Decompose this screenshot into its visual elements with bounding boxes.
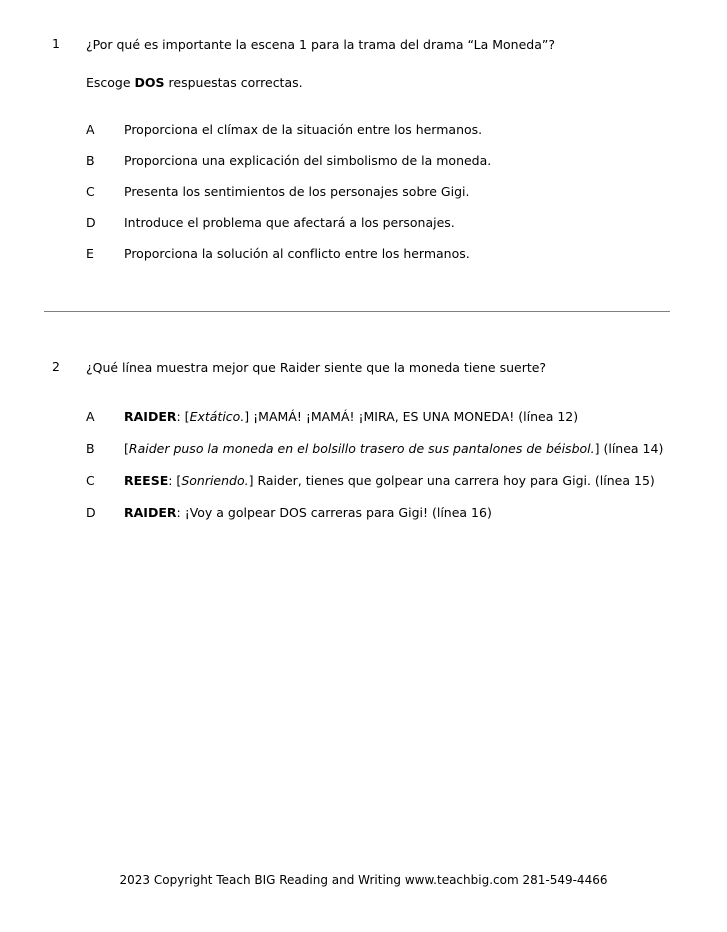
question-1-options <box>0 120 727 264</box>
option-d[interactable] <box>0 503 727 523</box>
question-2-stem-row <box>0 357 727 378</box>
option-letter: A <box>86 122 95 137</box>
dialogue-text: ] ¡MAMÁ! ¡MAMÁ! ¡MIRA, ES UNA MONEDA! (línea 12) <box>244 409 579 424</box>
dialogue-text: (línea 14) <box>599 441 664 456</box>
option-c[interactable] <box>0 182 727 202</box>
question-2-options <box>0 407 727 523</box>
speaker-name: RAIDER <box>124 505 177 520</box>
question-2-number: 2 <box>52 359 60 374</box>
option-letter: E <box>86 246 94 261</box>
question-1-instruction <box>0 73 727 93</box>
option-d[interactable] <box>0 213 727 233</box>
dialogue-text: ¡Voy a golpear DOS carreras para Gigi! (línea 16) <box>184 505 492 520</box>
option-text <box>124 471 685 491</box>
question-1-number: 1 <box>52 36 60 51</box>
option-letter: D <box>86 505 96 520</box>
open-bracket: [ <box>124 441 129 456</box>
question-2-block <box>0 357 727 535</box>
stage-direction: Sonriendo. <box>181 473 249 488</box>
option-letter: A <box>86 409 95 424</box>
instruction-text-after: respuestas correctas. <box>164 75 303 90</box>
option-c[interactable] <box>0 471 727 491</box>
speaker-name: RAIDER <box>124 409 177 424</box>
stage-direction: Raider puso la moneda en el bolsillo trasero de sus pantalones de béisbol. <box>128 441 595 456</box>
option-text <box>124 439 685 459</box>
option-text: Proporciona una explicación del simbolismo de la moneda. <box>124 153 492 168</box>
question-1-block <box>0 34 727 275</box>
option-letter: B <box>86 153 95 168</box>
option-text: Proporciona el clímax de la situación entre los hermanos. <box>124 122 483 137</box>
option-text <box>124 407 685 427</box>
option-letter: D <box>86 215 96 230</box>
option-letter: C <box>86 184 95 199</box>
dialogue-text: ] Raider, tienes que golpear una carrera hoy para Gigi. (línea 15) <box>248 473 655 488</box>
question-1-stem-row <box>0 34 727 55</box>
option-b[interactable] <box>0 151 727 171</box>
option-letter: B <box>86 441 95 456</box>
page-footer <box>0 871 727 889</box>
close-bracket: ] <box>594 441 600 456</box>
section-divider <box>44 311 670 312</box>
stage-direction: Extático. <box>189 409 245 424</box>
speaker-separator: : <box>176 505 185 520</box>
speaker-separator: : [ <box>168 473 182 488</box>
copyright-text: 2023 Copyright Teach BIG Reading and Writing www.teachbig.com 281-549-4466 <box>119 873 608 887</box>
speaker-name: REESE <box>124 473 169 488</box>
option-b[interactable] <box>0 439 727 459</box>
option-text: Presenta los sentimientos de los personajes sobre Gigi. <box>124 184 470 199</box>
option-a[interactable] <box>0 120 727 140</box>
option-text <box>124 503 685 523</box>
speaker-separator: : [ <box>176 409 190 424</box>
option-a[interactable] <box>0 407 727 427</box>
option-e[interactable] <box>0 244 727 264</box>
option-text: Proporciona la solución al conflicto entre los hermanos. <box>124 246 470 261</box>
option-letter: C <box>86 473 95 488</box>
option-text: Introduce el problema que afectará a los personajes. <box>124 215 455 230</box>
question-1-stem: ¿Por qué es importante la escena 1 para la trama del drama “La Moneda”? <box>86 37 555 52</box>
question-2-stem: ¿Qué línea muestra mejor que Raider siente que la moneda tiene suerte? <box>86 360 547 375</box>
instruction-text-before: Escoge <box>86 75 135 90</box>
instruction-emphasis: DOS <box>134 75 165 90</box>
